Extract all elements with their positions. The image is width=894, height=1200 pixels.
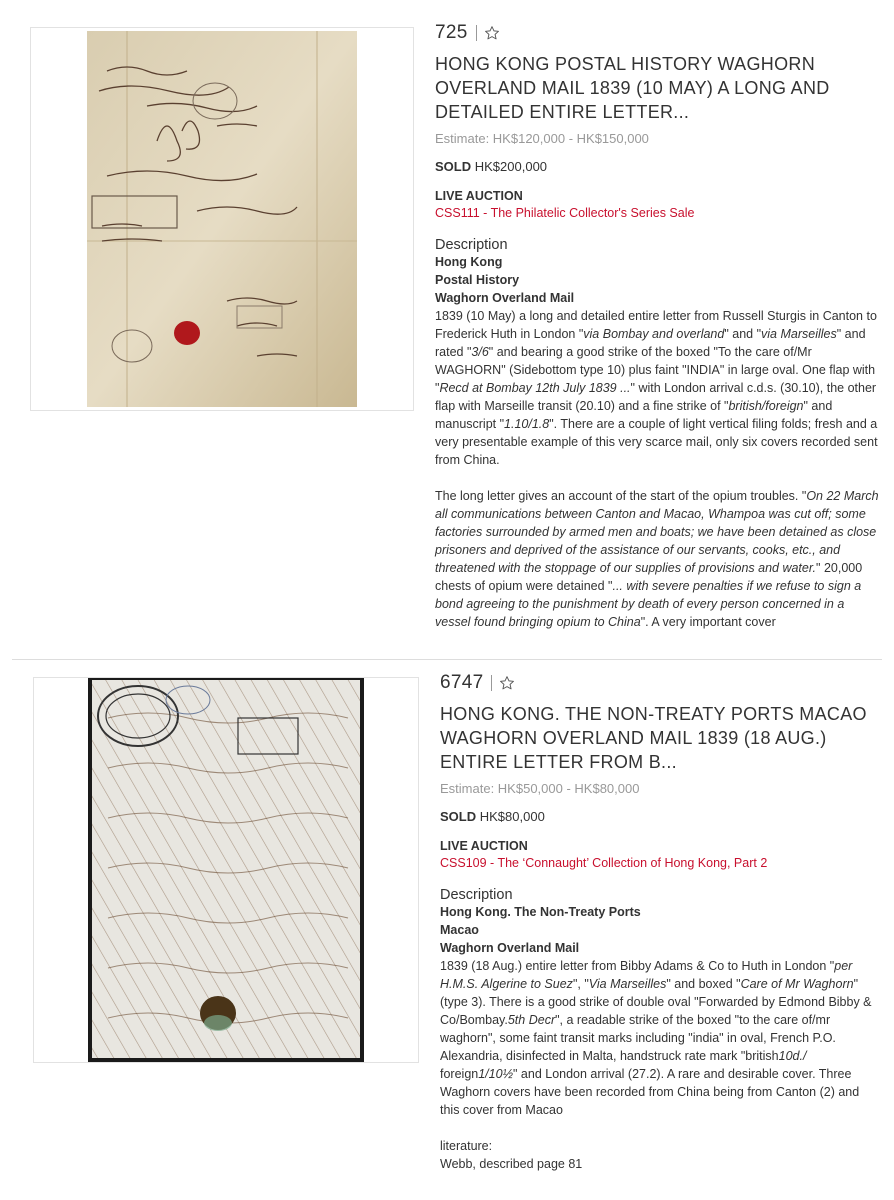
category-line: Waghorn Overland Mail	[440, 941, 580, 955]
lot-info	[435, 20, 882, 631]
lot-image[interactable]	[33, 677, 419, 1063]
sold-label: SOLD	[435, 159, 472, 174]
sold-price: HK$200,000	[474, 159, 548, 174]
description-paragraph: 1839 (10 May) a long and detailed entire letter from Russell Sturgis in Canton to Frederick Huth in London "via Bombay and overland" and "via Marseilles" and rated "3/6" and bearing a good strike of the boxed "To the care of/Mr WAGHORN" (Sidebottom type 10) plus faint "INDIA" in large oval. One flap with "Recd at Bombay 12th July 1839 ..." with London arrival c.d.s. (30.10), the other flap with Marseille transit (20.10) and a fine strike of "british/foreign" and manuscript "1.10/1.8". There are a couple of light vertical filing folds; fresh and a very presentable example of this very scarce mail, only six covers recorded sent from China.	[435, 309, 878, 467]
separator	[476, 25, 477, 41]
literature-label: literature:	[440, 1139, 493, 1153]
sold-price-line	[440, 809, 882, 824]
lot-estimate: Estimate: HK$50,000 - HK$80,000	[440, 781, 640, 796]
lot-number: 6747	[440, 672, 484, 693]
category-line: Waghorn Overland Mail	[435, 291, 575, 305]
category-line: Postal History	[435, 273, 520, 287]
lot-estimate: Estimate: HK$120,000 - HK$150,000	[435, 131, 649, 146]
sold-price: HK$80,000	[479, 809, 545, 824]
auction-type: LIVE AUCTION	[440, 839, 528, 853]
cover-letter-image	[88, 678, 364, 1062]
lot-number: 725	[435, 22, 468, 43]
star-icon[interactable]	[484, 25, 500, 41]
lot-card	[0, 660, 894, 1200]
category-line: Macao	[440, 923, 479, 937]
sold-label: SOLD	[440, 809, 477, 824]
description-paragraph: 1839 (18 Aug.) entire letter from Bibby Adams & Co to Huth in London "per H.M.S. Algerine to Suez", "Via Marseilles" and boxed "Care of Mr Waghorn" (type 3). There is a good strike of double oval "Forwarded by Edmond Bibby & Co/Bombay.5th Decr", a readable strike of the boxed "to the care of/mr waghorn", some faint transit marks including "india" in oval, French P.O. Alexandria, disinfected in Malta, handstruck rate mark "british10d./ foreign1/10½" and London arrival (27.2). A rare and desirable cover. Three Waghorn covers have been recorded from China being from Canton (2) and this cover from Macao	[440, 959, 872, 1117]
star-icon[interactable]	[499, 675, 515, 691]
lot-image[interactable]	[30, 27, 414, 411]
category-line: Hong Kong. The Non-Treaty Ports	[440, 905, 641, 919]
description-heading: Description	[440, 887, 513, 903]
literature-text: Webb, described page 81	[440, 1157, 583, 1171]
auction-link[interactable]: CSS109 - The ‘Connaught’ Collection of Hong Kong, Part 2	[440, 856, 768, 870]
separator	[491, 675, 492, 691]
lot-info	[440, 670, 882, 1173]
auction-link[interactable]: CSS111 - The Philatelic Collector's Series Sale	[435, 206, 695, 220]
lot-title[interactable]: HONG KONG. THE NON-TREATY PORTS MACAO WAGHORN OVERLAND MAIL 1839 (18 AUG.) ENTIRE LETTER FROM B...	[440, 704, 867, 772]
cover-letter-image	[87, 31, 357, 407]
lot-header	[440, 670, 882, 696]
lot-title[interactable]: HONG KONG POSTAL HISTORY WAGHORN OVERLAND MAIL 1839 (10 MAY) A LONG AND DETAILED ENTIRE LETTER...	[435, 54, 830, 122]
auction-type: LIVE AUCTION	[435, 189, 523, 203]
sold-price-line	[435, 159, 882, 174]
category-line: Hong Kong	[435, 255, 503, 269]
description-paragraph: The long letter gives an account of the start of the opium troubles. "On 22 March all communications between Canton and Macao, Whampoa was cut off; some factories surrounded by armed men and boats; we have been detained as close prisoners and deprived of the assistance of our servants, cooks, etc., and threatened with the stoppage of our supplies of provisions and water." 20,000 chests of opium were detained "... with severe penalties if we refuse to sign a bond agreeing to the punishment by death of every person concerned in a vessel found bringing opium to China". A very important cover	[435, 489, 879, 629]
description-heading: Description	[435, 237, 508, 253]
lot-header	[435, 20, 882, 46]
